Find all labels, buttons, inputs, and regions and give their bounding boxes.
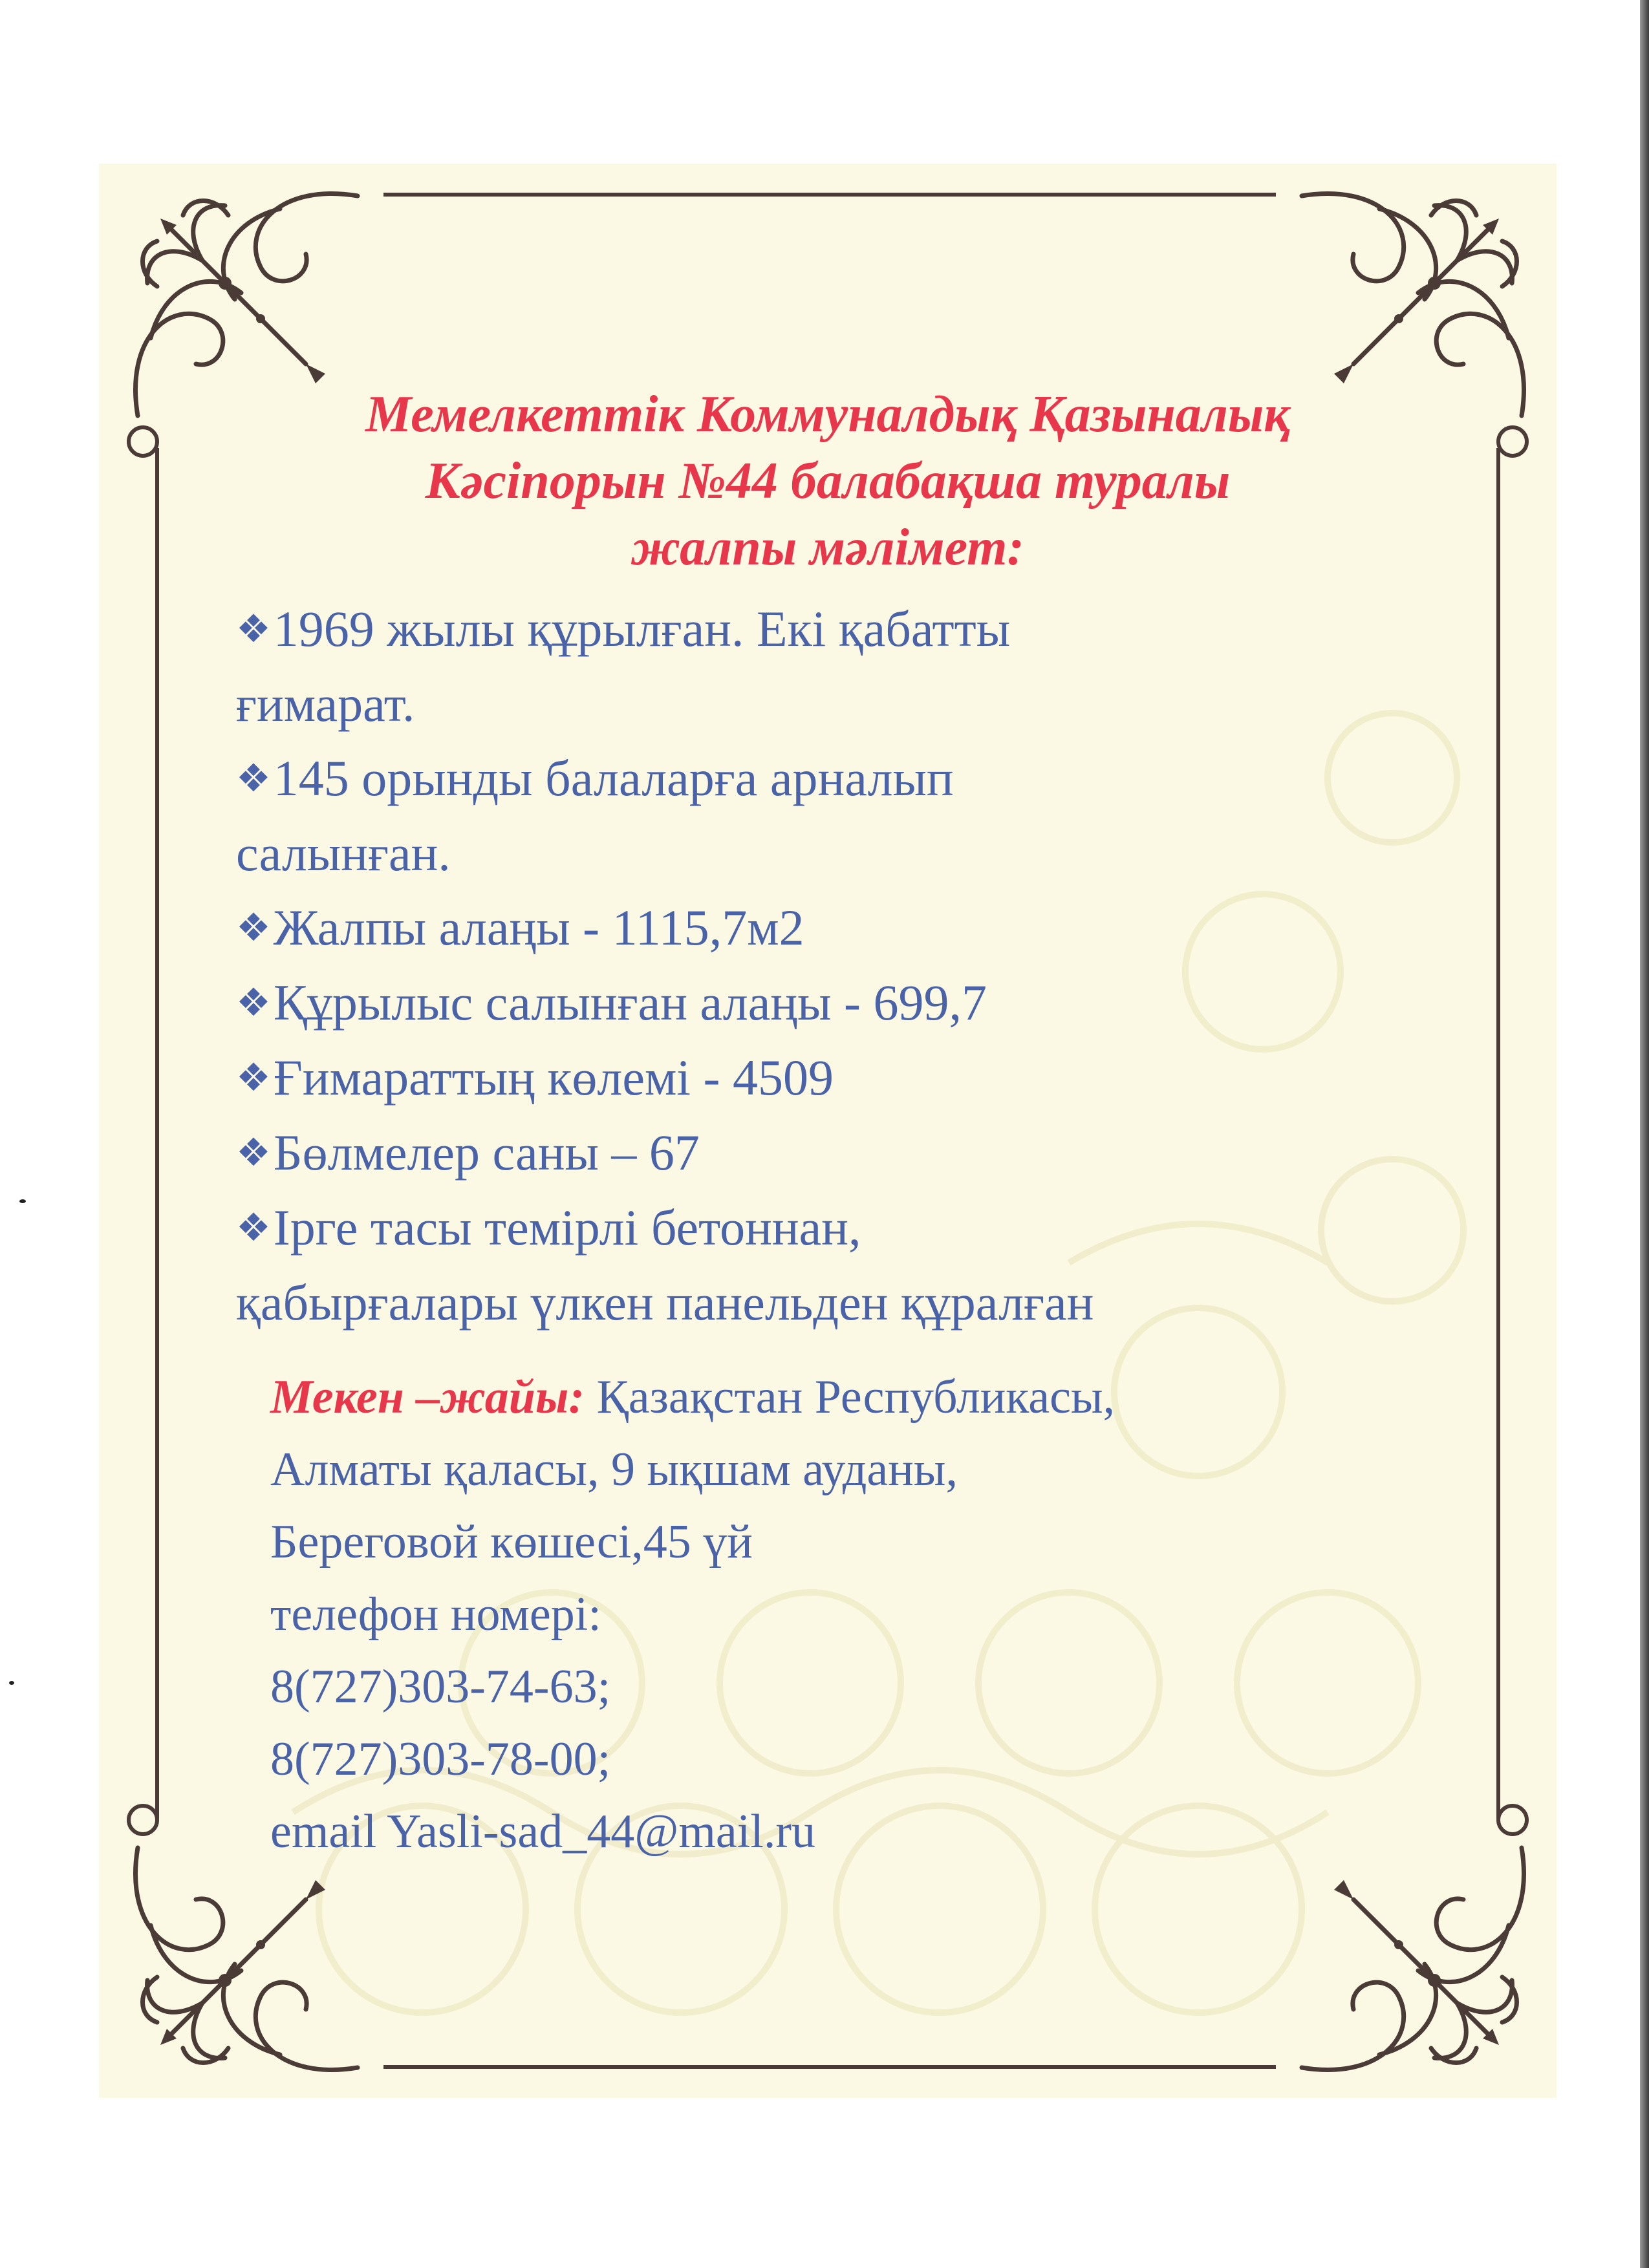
fact-item-volume: [236, 1040, 1465, 1115]
bullet-icon: ❖: [236, 1205, 271, 1250]
fact-text: 145 орынды балаларға арналып: [273, 750, 954, 806]
bullet-icon: ❖: [236, 980, 271, 1025]
title-line-1: Мемелкеттік Коммуналдық Қазыналық: [365, 386, 1290, 443]
fact-item-total-area: [236, 890, 1465, 965]
fact-item-founded-cont: ғимарат.: [236, 676, 415, 732]
title-line-3: жалпы мәлімет:: [631, 519, 1024, 576]
contact-block: [270, 1361, 1434, 1868]
bullet-icon: ❖: [236, 606, 271, 652]
phone-label: телефон номері:: [270, 1588, 601, 1641]
phone-number-2: 8(727)303-78-00;: [270, 1733, 611, 1786]
fact-item-construction: [236, 1190, 1465, 1265]
fact-item-construction-cont: қабырғалары үлкен панельден құралған: [236, 1274, 1094, 1331]
fact-text: Құрылыс салынған алаңы - 699,7: [273, 974, 987, 1031]
scan-speck: [9, 1681, 14, 1685]
title-line-2: Кәсіпорын №44 балабақша туралы: [425, 453, 1231, 509]
bullet-icon: ❖: [236, 905, 271, 950]
fact-text: 1969 жылы құрылған. Екі қабатты: [273, 601, 1011, 657]
scan-speck: [19, 1199, 26, 1203]
fact-item-founded: [236, 592, 1465, 667]
fact-text: Ғимараттың көлемі - 4509: [273, 1049, 834, 1106]
email-address: email Yasli-sad_44@mail.ru: [270, 1805, 816, 1858]
address-line-2: Алматы қаласы, 9 ықшам ауданы,: [270, 1443, 958, 1496]
address-line-1: [270, 1361, 1434, 1433]
fact-text: Бөлмелер саны – 67: [273, 1124, 700, 1181]
bullet-icon: ❖: [236, 1055, 271, 1100]
fact-item-capacity-cont: салынған.: [236, 825, 451, 881]
fact-item-rooms: [236, 1115, 1465, 1190]
bullet-icon: ❖: [236, 756, 271, 801]
facts-list: [236, 592, 1465, 1340]
fact-text: Ірге тасы темірлі бетоннан,: [273, 1199, 861, 1256]
address-label: Мекен –жайы:: [270, 1371, 585, 1424]
bullet-icon: ❖: [236, 1130, 271, 1175]
page-title: [99, 381, 1557, 581]
scan-edge-shadow: [1640, 0, 1649, 2268]
fact-item-capacity: [236, 741, 1465, 816]
address-line-3: Береговой көшесі,45 үй: [270, 1515, 753, 1568]
fact-text: Жалпы алаңы - 1115,7м2: [273, 899, 804, 956]
phone-number-1: 8(727)303-74-63;: [270, 1660, 611, 1713]
fact-item-built-area: [236, 965, 1465, 1040]
address-country: Қазақстан Республикасы,: [584, 1371, 1116, 1424]
